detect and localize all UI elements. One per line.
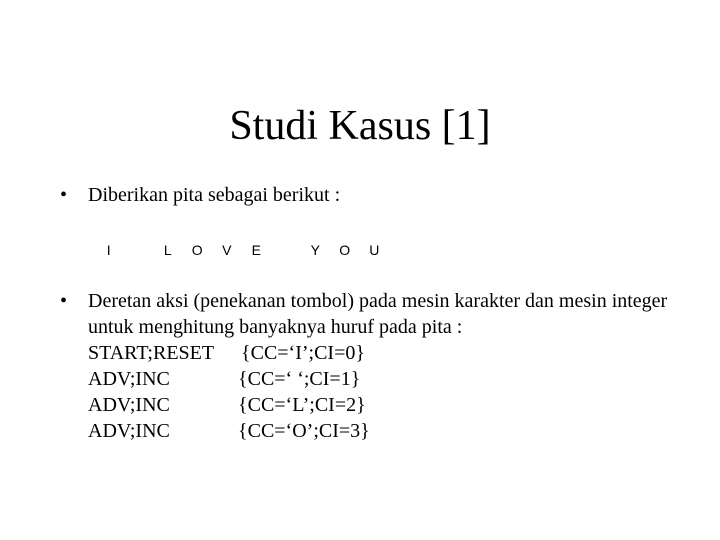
action-command: ADV;INC	[88, 394, 170, 416]
tape-cell	[124, 232, 154, 268]
action-state: {CC=‘ ‘;CI=1}	[238, 368, 361, 390]
tape-cell: I	[106, 242, 111, 258]
tape-cell: L	[163, 242, 172, 258]
tape	[94, 232, 389, 268]
tape-cell: O	[339, 242, 351, 258]
tape-cell: O	[191, 242, 203, 258]
tape-cell	[271, 232, 301, 268]
tape-cell: V	[222, 242, 232, 258]
action-row	[88, 418, 468, 444]
action-state: {CC=‘I’;CI=0}	[241, 342, 365, 364]
bullet-actions	[60, 288, 680, 448]
bullet-marker: •	[60, 290, 68, 312]
action-row	[88, 392, 468, 418]
action-command: ADV;INC	[88, 368, 170, 390]
action-command: START;RESET	[88, 342, 215, 364]
bullet-tape-intro	[60, 182, 680, 208]
action-row	[88, 340, 468, 366]
bullet-text: Deretan aksi (penekanan tombol) pada mesin karakter dan mesin integer untuk menghitung banyaknya huruf pada pita :	[88, 290, 668, 338]
bullet-marker: •	[60, 184, 68, 206]
tape-cell: E	[251, 242, 261, 258]
tape-cell: U	[369, 242, 380, 258]
slide-title: Studi Kasus [1]	[229, 103, 491, 149]
tape-cell: Y	[310, 242, 320, 258]
bullet-text: Diberikan pita sebagai berikut :	[88, 184, 341, 206]
action-state: {CC=‘L’;CI=2}	[238, 394, 366, 416]
action-state: {CC=‘O’;CI=3}	[238, 420, 370, 442]
action-row	[88, 366, 468, 392]
action-list	[88, 340, 468, 444]
action-command: ADV;INC	[88, 420, 170, 442]
